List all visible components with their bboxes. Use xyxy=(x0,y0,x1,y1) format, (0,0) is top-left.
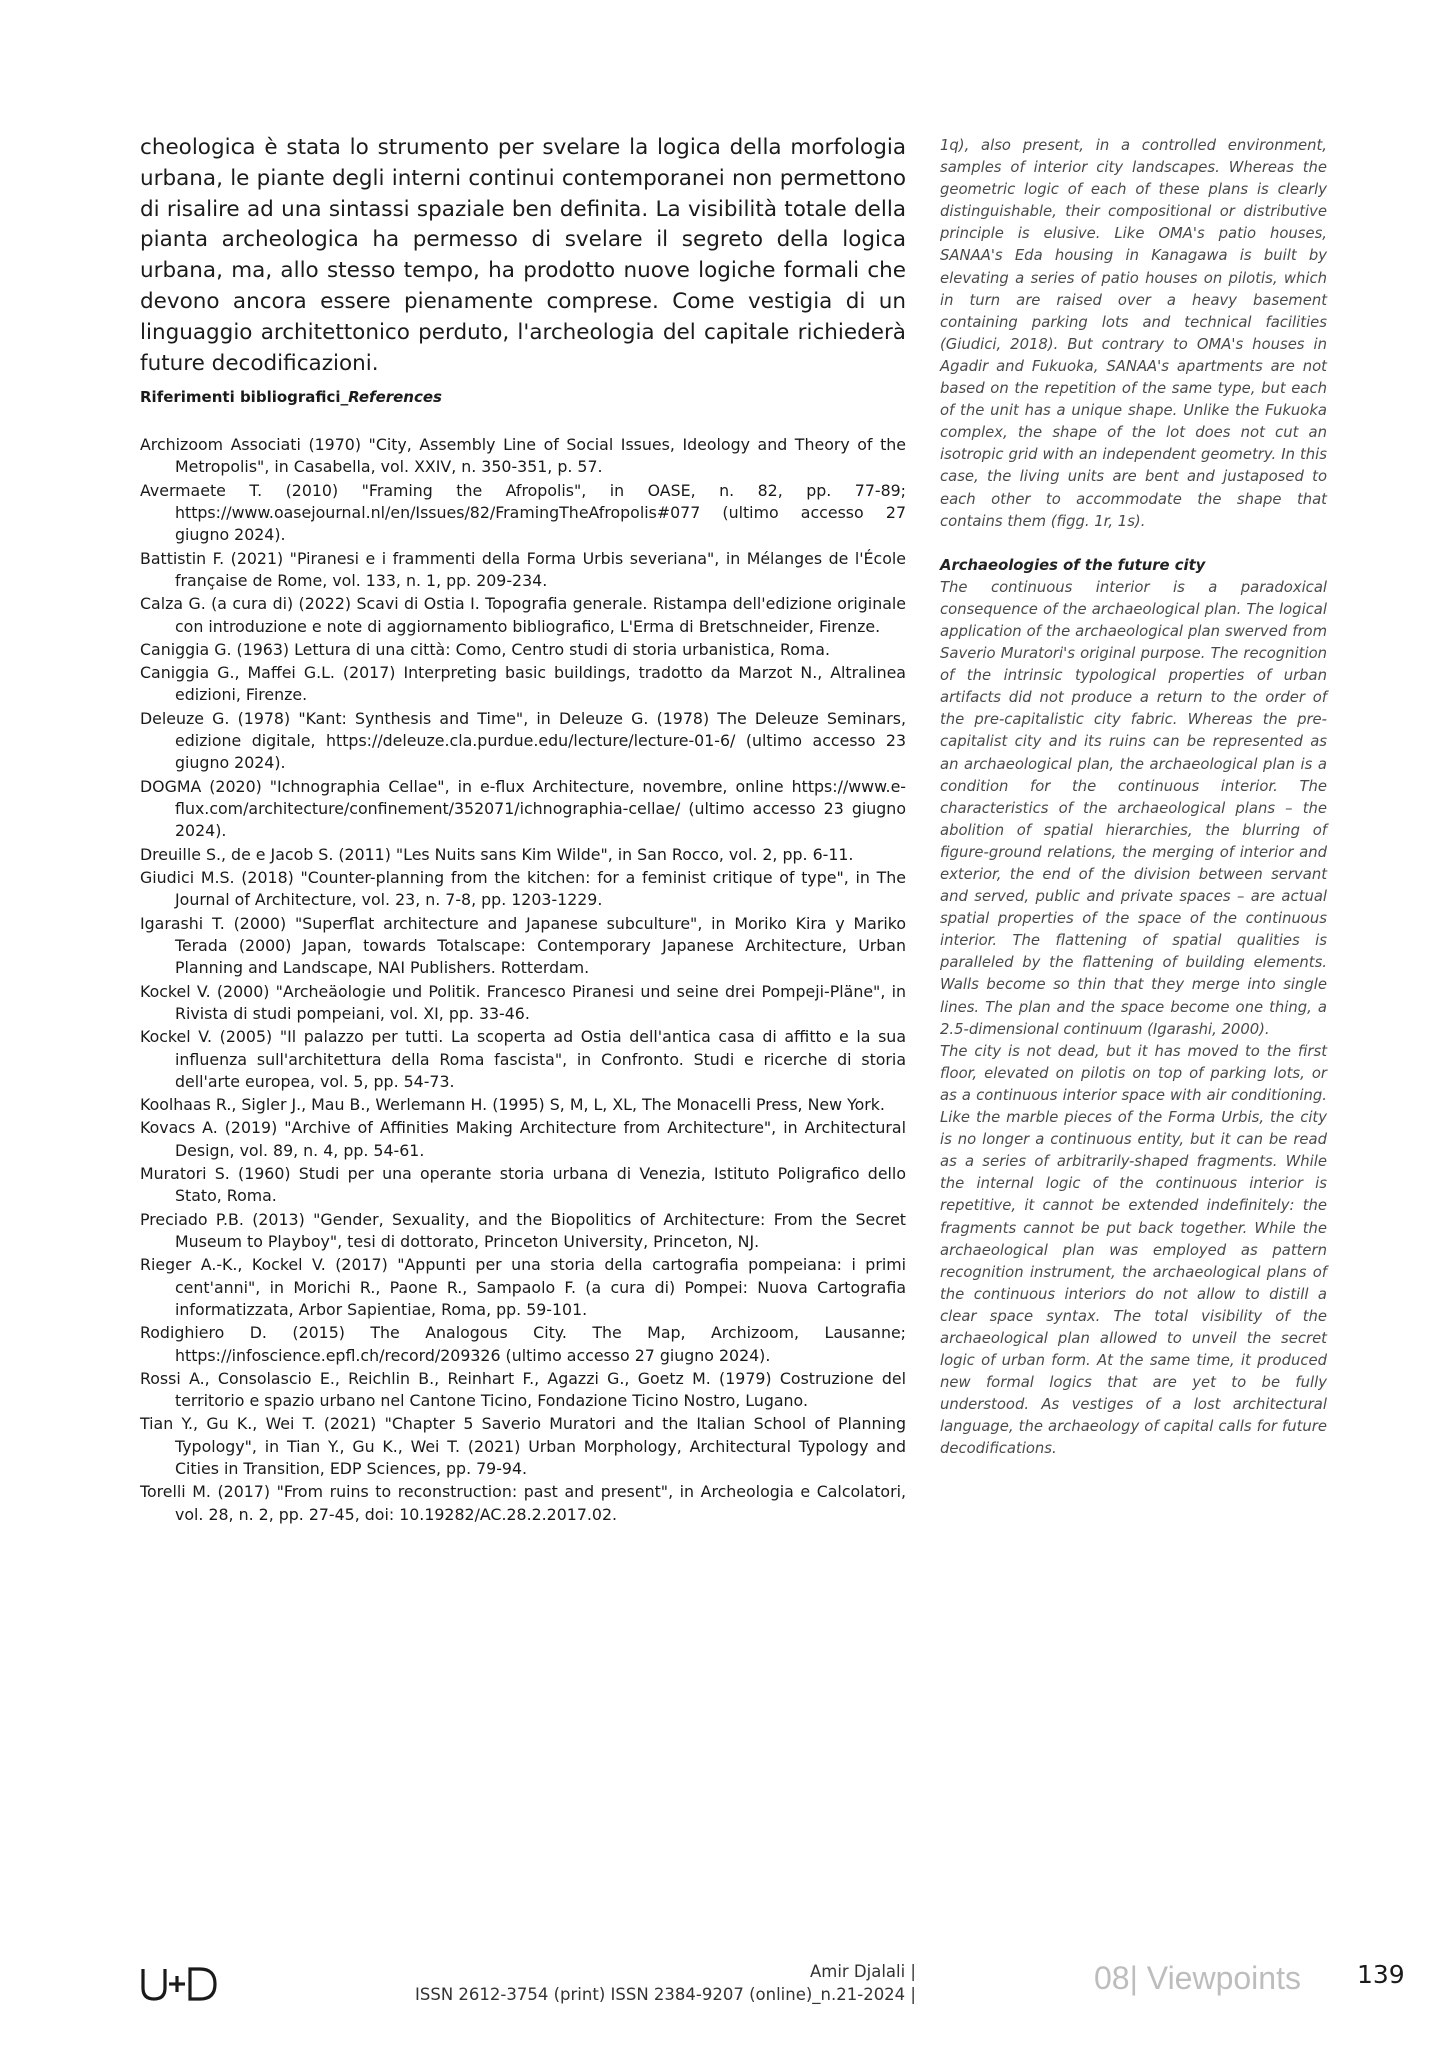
references-heading xyxy=(140,386,442,408)
references-heading-it: Riferimenti bibliografici xyxy=(140,388,341,406)
paragraph-spacer xyxy=(940,533,1327,555)
reference-item: Archizoom Associati (1970) "City, Assembly Line of Social Issues, Ideology and Theory of the Metropolis", in Casabella, vol. XXIV, n. 350-351, p. 57. xyxy=(140,435,906,477)
footer-issn: ISSN 2612-3754 (print) ISSN 2384-9207 (online)_n.21-2024 | xyxy=(415,1985,916,2004)
reference-item: Rieger A.-K., Kockel V. (2017) "Appunti per una storia della cartografia pompeiana: i primi cent'anni", in Morichi R., Paone R., Sampaolo F. (a cura di) Pompei: Nuova Cartografia informatizzata, Arbor Sapientiae, Roma, pp. 59-101. xyxy=(140,1255,906,1319)
reference-item: DOGMA (2020) "Ichnographia Cellae", in e-flux Architecture, novembre, online https://www.e-flux.com/architecture/confinement/352071/ichnographia-cellae/ (ultimo accesso 23 giugno 2024). xyxy=(140,776,906,841)
reference-item: Rodighiero D. (2015) The Analogous City. The Map, Archizoom, Lausanne; https://infoscience.epfl.ch/record/209326 (ultimo accesso 27 giugno 2024). xyxy=(140,1323,906,1365)
reference-item: Koolhaas R., Sigler J., Mau B., Werlemann H. (1995) S, M, L, XL, The Monacelli Press, New York. xyxy=(140,1095,885,1115)
reference-item: Giudici M.S. (2018) "Counter-planning from the kitchen: for a feminist critique of type", in The Journal of Architecture, vol. 23, n. 7-8, pp. 1203-1229. xyxy=(140,867,906,910)
reference-item: Igarashi T. (2000) "Superflat architecture and Japanese subculture", in Moriko Kira y Mariko Terada (2000) Japan, towards Totalscape: Contemporary Japanese Architecture, Urban Planning and Landscape, NAI Publishers. Rotterdam. xyxy=(140,913,906,978)
reference-list xyxy=(140,434,906,1527)
journal-logo xyxy=(140,1966,218,2002)
reference-item: Tian Y., Gu K., Wei T. (2021) "Chapter 5 Saverio Muratori and the Italian School of Planning Typology", in Tian Y., Gu K., Wei T. (2021) Urban Morphology, Architectural Typology and Cities in Transition, EDP Sciences, pp. 79-94. xyxy=(140,1414,906,1479)
reference-item: Muratori S. (1960) Studi per una operante storia urbana di Venezia, Istituto Poligrafico dello Stato, Roma. xyxy=(140,1163,906,1206)
reference-item: Avermaete T. (2010) "Framing the Afropolis", in OASE, n. 82, pp. 77-89; https://www.oasejournal.nl/en/Issues/82/FramingTheAfropolis#077 (ultimo accesso 27 giugno 2024). xyxy=(140,480,906,545)
reference-item: Deleuze G. (1978) "Kant: Synthesis and Time", in Deleuze G. (1978) The Deleuze Seminars, edizione digitale, https://deleuze.cla.purdue.edu/lecture/lecture-01-6/ (ultimo accesso 23 giugno 2024). xyxy=(140,708,906,773)
reference-item: Rossi A., Consolascio E., Reichlin B., Reinhart F., Agazzi G., Goetz M. (1979) Costruzione del territorio e spazio urbano nel Cantone Ticino, Fondazione Ticino Nostro, Lugano. xyxy=(140,1368,906,1411)
reference-item: Battistin F. (2021) "Piranesi e i frammenti della Forma Urbis severiana", in Mélanges de l'École française de Rome, vol. 133, n. 1, pp. 209-234. xyxy=(140,548,906,591)
reference-item: Preciado P.B. (2013) "Gender, Sexuality, and the Biopolitics of Architecture: From the Secret Museum to Playboy", tesi di dottorato, Princeton University, Princeton, NJ. xyxy=(140,1209,906,1251)
sidebar-paragraph: The city is not dead, but it has moved to the first floor, elevated on pilotis on top of parking lots, or as a continuous interior space with air conditioning. Like the marble pieces of the Forma Urbis, the city is no longer a continuous entity, but it can be read as a series of arbitrarily-shaped fragments. While the internal logic of the continuous interior is repetitive, it cannot be extended indefinitely: the fragments cannot be put back together. While the archaeological plan was employed as pattern recognition instrument, the archaeological plans of the continuous interiors do not allow to distill a clear space syntax. The total visibility of the archaeological plan allowed to unveil the secret logic of urban form. At the same time, it produced new formal logics that are yet to be fully understood. As vestiges of a lost architectural language, the archaeology of capital calls for future decodifications. xyxy=(940,1042,1327,1458)
reference-item: Kockel V. (2005) "Il palazzo per tutti. La scoperta ad Ostia dell'antica casa di affitto e la sua influenza sull'architettura della Roma fascista", in Confronto. Studi e ricerche di storia dell'arte europea, vol. 5, pp. 54-73. xyxy=(140,1027,906,1091)
body-paragraph: cheologica è stata lo strumento per svelare la logica della morfologia urbana, le piante degli interni continui contemporanei non permettono di risalire ad una sintassi spaziale ben definita. La visibilità totale della pianta archeologica ha permesso di svelare il segreto della logica urbana, ma, allo stesso tempo, ha prodotto nuove logiche formali che devono ancora essere pienamente comprese. Come vestigia di un linguaggio architettonico perduto, l'archeologia del capitale richiederà future decodificazioni. xyxy=(140,135,906,376)
reference-item: Caniggia G. (1963) Lettura di una città: Como, Centro studi di storia urbanistica, Roma. xyxy=(140,639,830,659)
references-heading-en: _References xyxy=(340,388,442,406)
english-sidebar xyxy=(940,135,1327,1461)
reference-item: Calza G. (a cura di) (2022) Scavi di Ostia I. Topografia generale. Ristampa dell'edizione originale con introduzione e note di aggiornamento bibliografico, L'Erma di Bretschneider, Firenze. xyxy=(140,594,906,636)
footer-section-title: 08| Viewpoints xyxy=(1094,1960,1301,1996)
reference-item: Torelli M. (2017) "From ruins to reconstruction: past and present", in Archeologia e Calcolatori, vol. 28, n. 2, pp. 27-45, doi: 10.19282/AC.28.2.2017.02. xyxy=(140,1482,906,1524)
sidebar-paragraph: 1q), also present, in a controlled environment, samples of interior city landscapes. Whereas the geometric logic of each of these plans is clearly distinguishable, their compositional or distributive principle is elusive. Like OMA's patio houses, SANAA's Eda housing in Kanagawa is built by elevating a series of patio houses on pilotis, which in turn are raised over a heavy basement containing parking lots and technical facilities (Giudici, 2018). But contrary to OMA's houses in Agadir and Fukuoka, SANAA's apartments are not based on the repetition of the same type, but each of the unit has a unique shape. Unlike the Fukuoka complex, the shape of the lot does not cut an isotropic grid with an independent geometry. In this case, the living units are bent and justaposed to each other to accommodate the shape that contains them (figg. 1r, 1s). xyxy=(940,137,1327,530)
reference-item: Kovacs A. (2019) "Archive of Affinities Making Architecture from Architecture", in Architectural Design, vol. 89, n. 4, pp. 54-61. xyxy=(140,1118,906,1160)
reference-item: Caniggia G., Maffei G.L. (2017) Interpreting basic buildings, tradotto da Marzot N., Altralinea edizioni, Firenze. xyxy=(140,663,906,705)
footer-author: Amir Djalali | xyxy=(809,1962,916,1981)
page-number: 139 xyxy=(1357,1960,1405,1989)
reference-item: Kockel V. (2000) "Archeäologie und Politik. Francesco Piranesi und seine drei Pompeji-Pläne", in Rivista di studi pompeiani, vol. XI, pp. 33-46. xyxy=(140,981,906,1023)
reference-item: Dreuille S., de e Jacob S. (2011) "Les Nuits sans Kim Wilde", in San Rocco, vol. 2, pp. 6-11. xyxy=(140,844,854,864)
sidebar-heading: Archaeologies of the future city xyxy=(940,556,1206,574)
sidebar-paragraph: The continuous interior is a paradoxical consequence of the archaeological plan. The logical application of the archaeological plan swerved from Saverio Muratori's original purpose. The recognition of the intrinsic typological properties of urban artifacts did not produce a return to the order of the pre-capitalistic city fabric. Whereas the pre-capitalist city and its ruins can be represented as an archaeological plan, the archaeological plan is a condition for the continuous interior. The characteristics of the archaeological plans – the abolition of spatial hierarchies, the blurring of figure-ground relations, the merging of interior and exterior, the end of the division between servant and served, public and private spaces – are actual spatial properties of the space of the continuous interior. The flattening of spatial qualities is paralleled by the flattening of building elements. Walls become so thin that they merge into single lines. The plan and the space become one thing, a 2.5-dimensional continuum (Igarashi, 2000). xyxy=(940,578,1327,1038)
